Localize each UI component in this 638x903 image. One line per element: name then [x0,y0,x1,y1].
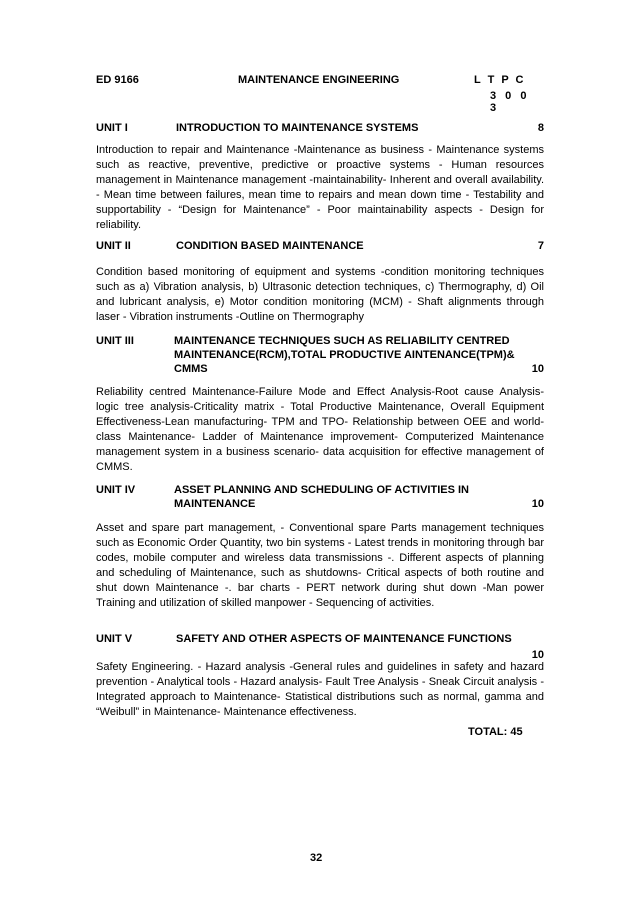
unit-title [174,334,544,376]
unit-title-line-row [174,497,544,511]
unit-hours: 7 [537,240,544,252]
course-header [96,74,544,114]
unit-title-line: ASSET PLANNING AND SCHEDULING OF ACTIVITIES IN [174,484,469,496]
course-code: ED 9166 [96,74,139,86]
unit-label: UNIT V [96,633,133,645]
unit-title-line: MAINTENANCE [174,498,256,510]
unit-3-heading [96,334,544,378]
unit-5-body: Safety Engineering. - Hazard analysis -General rules and guidelines in safety and hazard prevention - Analytical tools - Hazard analysis- Fault Tree Analysis - Sneak Circuit analysis - Integrated approach to Maintenance- Statistical distributions such as normal, gamma and “Weibull” in Maintenance- Maintenance effectiveness. [96,661,544,718]
unit-4-heading [96,483,544,513]
unit-title [174,483,544,511]
course-title: MAINTENANCE ENGINEERING [238,74,400,86]
unit-4-body: Asset and spare part management, - Conventional spare Parts management techniques such as Economic Order Quantity, two bin systems - Latest trends in monitoring through bar codes, mobile computer and wireless data transmissions -. Different aspects of planning and scheduling of Maintenance, such as shutdowns- Critical aspects of both routine and shut down Maintenance -. bar charts - PERT network during shut down -Man power Training and utilization of skilled manpower - Sequencing of activities. [96,522,544,609]
unit-hours: 10 [531,363,544,375]
unit-2-heading [96,239,544,253]
unit-label: UNIT II [96,240,131,252]
unit-1-body: Introduction to repair and Maintenance -Maintenance as business - Maintenance systems such as reactive, preventive, predictive or proactive systems - Human resources management in Maintenance management -maintainability- Inherent and overall availability. - Mean time between failures, mean time to repairs and mean down time - Testability and supportability - “Design for Maintenance” - Poor maintainability aspects - Design for reliability. [96,144,544,231]
unit-label: UNIT I [96,122,128,134]
unit-title: SAFETY AND OTHER ASPECTS OF MAINTENANCE FUNCTIONS [176,633,512,645]
unit-label: UNIT III [96,335,134,347]
total-hours: TOTAL: 45 [468,726,523,738]
ltpc-label: L T P C [474,74,526,86]
unit-hours: 8 [537,122,544,134]
unit-title: CONDITION BASED MAINTENANCE [176,240,364,252]
ltpc-values: 3 0 0 3 [490,90,530,114]
unit-hours: 10 [531,649,544,661]
unit-1-heading [96,121,544,135]
unit-5-heading [96,632,544,662]
unit-title-line: MAINTENANCE(RCM),TOTAL PRODUCTIVE AINTENANCE(TPM)& [174,349,515,361]
unit-hours: 10 [531,498,544,510]
unit-title: INTRODUCTION TO MAINTENANCE SYSTEMS [176,122,419,134]
unit-3-body: Reliability centred Maintenance-Failure Mode and Effect Analysis-Root cause Analysis- logic tree analysis-Criticality matrix - Total Productive Maintenance, Overall Equipment Effectiveness-Lean manufacturing- TPM and TPO- Relationship between OEE and world-class Maintenance- Ladder of Maintenance improvement- Computerized Maintenance management system in a business scenario- data acquisition for effective management of CMMS. [96,386,544,473]
unit-title-line-row [174,362,544,376]
page-number: 32 [310,852,323,864]
unit-label: UNIT IV [96,484,136,496]
unit-title-line: MAINTENANCE TECHNIQUES SUCH AS RELIABILITY CENTRED [174,335,510,347]
unit-title-line: CMMS [174,363,208,375]
unit-2-body: Condition based monitoring of equipment and systems -condition monitoring techniques such as a) Vibration analysis, b) Ultrasonic detection techniques, c) Thermography, d) Oil and lubricant analysis, e) Motor condition monitoring (MCM) - Shaft alignments through laser - Vibration instruments -Outline on Thermography [96,266,544,323]
